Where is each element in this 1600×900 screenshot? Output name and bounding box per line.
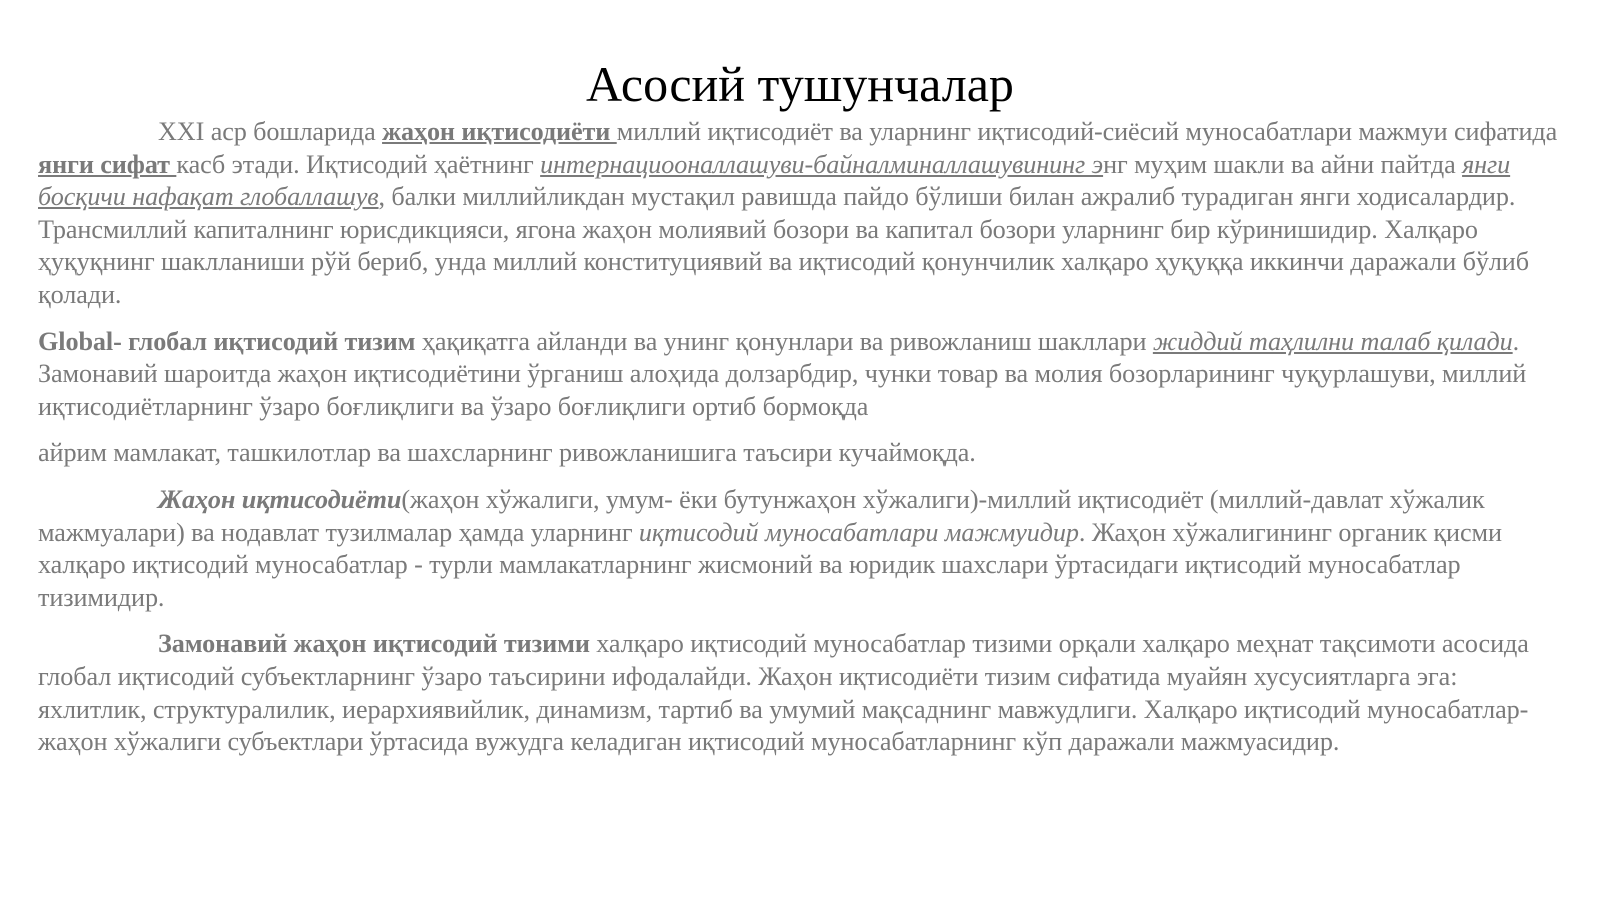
text-run: . Замонавий шароитда жаҳон иқтисодиётини ўрганиш алоҳида долзарбдир, чунки товар ва молия бозорларининг чуқурлашуви, миллий иқтисодиётларнинг ўзаро боғлиқлиги ва ўзаро боғлиқлиги ортиб бормоқда [38,326,1527,421]
paragraph-influence: айрим мамлакат, ташкилотлар ва шахсларнинг ривожланишига таъсири кучаймоқда. [38,438,976,468]
text-run: (жаҳон хўжалиги, умум- ёки бутунжаҳон хўжалиги)-миллий иқтисодиёт (миллий-давлат хўжалик мажмуалари) ва нодавлат тузилмалар ҳамда уларнинг [38,484,1485,547]
text-run: миллий иқтисодиёт ва уларнинг иқтисодий-сиёсий муносабатлари мажмуи сифатида [616,117,1558,146]
term-globalization-stage: янги босқичи нафақат глобаллашув [38,149,1511,212]
text-run: касб этади. Иқтисодий ҳаётнинг [176,149,541,179]
text-run: нг муҳим шакли ва айни пайтда [1103,149,1463,179]
term-serious-analysis: жиддий таҳлилни талаб қилади [1152,326,1513,356]
term-internationalization: интернациооналлашуви-байналминаллашувининг э [540,149,1104,179]
text-run: . Жаҳон хўжалигининг органик қисми халқаро иқтисодий муносабатлар - турли мамлакатларнинг жисмоний ва юридик шахслари ўртасидаги иқтисодий муносабатлар тизимидир. [38,517,1502,612]
slide-body [38,116,1568,759]
paragraph-world-economy [38,484,1568,614]
term-world-economy-def: Жаҳон иқтисодиёти [158,484,402,514]
paragraph-intro [38,116,1568,312]
term-world-economy: жаҳон иқтисодиёти [382,117,617,146]
paragraph-modern-system [38,628,1568,758]
text-run: халқаро иқтисодий муносабатлар тизими орқали халқаро меҳнат тақсимоти асосида глобал иқтисодий субъектларнинг ўзаро таъсирини ифодалайди. Жаҳон иқтисодиёти тизим сифатида муайян хусусиятларга эга: яхлитлик, структуралилик, иерархиявийлик, динамизм, тартиб ва умумий мақсаднинг мавжудлиги. Халқаро иқтисодий муносабатлар-жаҳон хўжалиги субъектлари ўртасида вужудга келадиган иқтисодий муносабатларнинг кўп даражали мажмуасидир. [38,629,1529,757]
term-economic-relations: иқтисодий муносабатлари мажмуидир [638,517,1079,547]
paragraph-global-system [38,326,1568,424]
slide-title: Асосий тушунчалар [586,56,1014,112]
text-run: XXI аср бошларида [158,117,383,146]
term-modern-system: Замонавий жаҳон иқтисодий тизими [158,629,590,659]
term-new-quality: янги сифат [38,149,177,179]
text-run: ҳақиқатга айланди ва унинг қонунлари ва ривожланиш шакллари [415,326,1153,356]
term-global-system: Global- глобал иқтисодий тизим [38,326,416,356]
text-run: , балки миллийликдан мустақил равишда пайдо бўлиши билан ажралиб турадиган янги ходисалардир. Трансмиллий капиталнинг юрисдикцияси, ягона жаҳон молиявий бозори ва капитал бозори уларнинг бир кўринишидир. Халқаро ҳуқуқнинг шаклланиши рўй бериб, унда миллий конституциявий ва иқтисодий қонунчилик халқаро ҳуқуққа иккинчи даражали бўлиб қолади. [38,182,1529,309]
